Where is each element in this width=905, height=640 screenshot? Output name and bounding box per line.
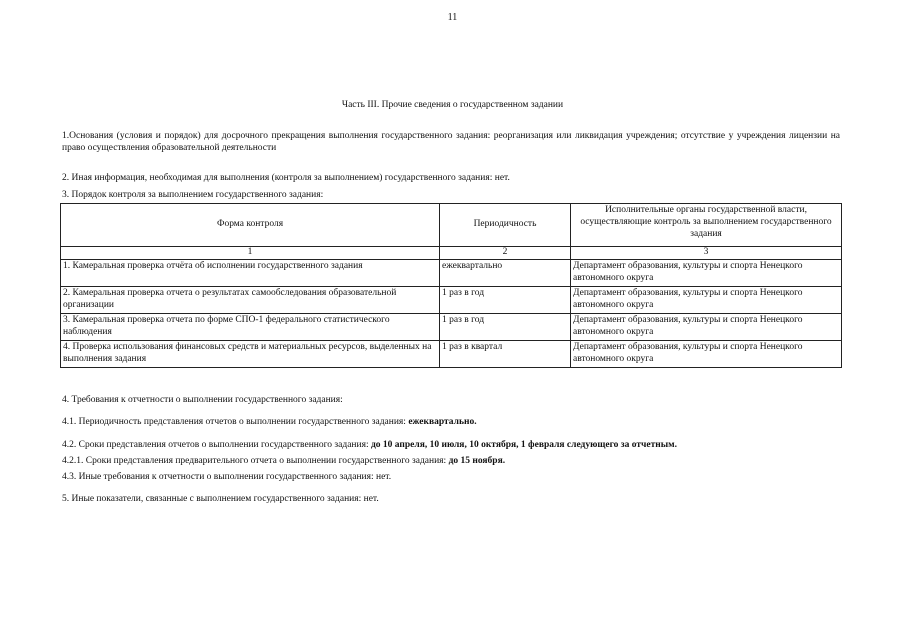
section-4-2-report-deadlines (62, 440, 840, 452)
table-row (61, 286, 842, 313)
cell-authority: Департамент образования, культуры и спорта Ненецкого автономного округа (571, 286, 842, 313)
section-4-1-value: ежеквартально. (408, 417, 477, 427)
header-control-authorities: Исполнительные органы государственной власти, осуществляющие контроль за выполнением государственного задания (571, 204, 842, 247)
table-row (61, 259, 842, 286)
cell-control-form: 1. Камеральная проверка отчёта об исполнении государственного задания (61, 259, 440, 286)
header-control-form: Форма контроля (61, 204, 440, 247)
cell-control-form: 2. Камеральная проверка отчета о результатах самообследования образовательной организации (61, 286, 440, 313)
section-4-2-value: до 10 апреля, 10 июля, 10 октября, 1 февраля следующего за отчетным. (370, 440, 678, 450)
cell-periodicity: 1 раз в квартал (440, 340, 571, 367)
cell-authority: Департамент образования, культуры и спорта Ненецкого автономного округа (571, 313, 842, 340)
page-number: 11 (447, 12, 458, 23)
section-1-termination-grounds: 1.Основания (условия и порядок) для досрочного прекращения выполнения государственного задания: реорганизация или ликвидация учреждения; отсутствие у учреждения лицензии на право осуществления образовательной деятельности (62, 131, 840, 153)
part-title: Часть III. Прочие сведения о государственном задании (341, 100, 564, 110)
control-table (60, 203, 842, 368)
section-4-2-1-text: 4.2.1. Сроки представления предварительного отчета о выполнении государственного задания: (62, 456, 449, 466)
cell-control-form: 3. Камеральная проверка отчета по форме СПО-1 федерального статистического наблюдения (61, 313, 440, 340)
section-2-other-info: 2. Иная информация, необходимая для выполнения (контроля за выполнением) государственного задания: нет. (62, 173, 510, 183)
section-4-3-other-requirements: 4.3. Иные требования к отчетности о выполнении государственного задания: нет. (62, 472, 392, 482)
section-5-other-indicators: 5. Иные показатели, связанные с выполнением государственного задания: нет. (62, 494, 379, 504)
section-4-reporting-requirements: 4. Требования к отчетности о выполнении государственного задания: (62, 395, 343, 405)
cell-periodicity: ежеквартально (440, 259, 571, 286)
table-header-row (61, 204, 842, 247)
table-row (61, 340, 842, 367)
section-4-1-text: 4.1. Периодичность представления отчетов о выполнении государственного задания: (62, 417, 409, 427)
column-number: 2 (440, 247, 571, 260)
column-number: 3 (571, 247, 842, 260)
cell-periodicity: 1 раз в год (440, 286, 571, 313)
section-4-2-1-value: до 15 ноября. (448, 456, 506, 466)
section-4-1-report-periodicity (62, 417, 840, 429)
cell-authority: Департамент образования, культуры и спорта Ненецкого автономного округа (571, 259, 842, 286)
section-4-2-text: 4.2. Сроки представления отчетов о выполнении государственного задания: (62, 440, 371, 450)
cell-authority: Департамент образования, культуры и спорта Ненецкого автономного округа (571, 340, 842, 367)
header-periodicity: Периодичность (440, 204, 571, 247)
table-row (61, 313, 842, 340)
section-3-control-procedure: 3. Порядок контроля за выполнением государственного задания: (62, 190, 324, 200)
section-4-2-1-preliminary-deadline (62, 456, 840, 468)
table-column-numbers-row (61, 247, 842, 260)
column-number: 1 (61, 247, 440, 260)
cell-periodicity: 1 раз в год (440, 313, 571, 340)
cell-control-form: 4. Проверка использования финансовых средств и материальных ресурсов, выделенных на выполнения задания (61, 340, 440, 367)
